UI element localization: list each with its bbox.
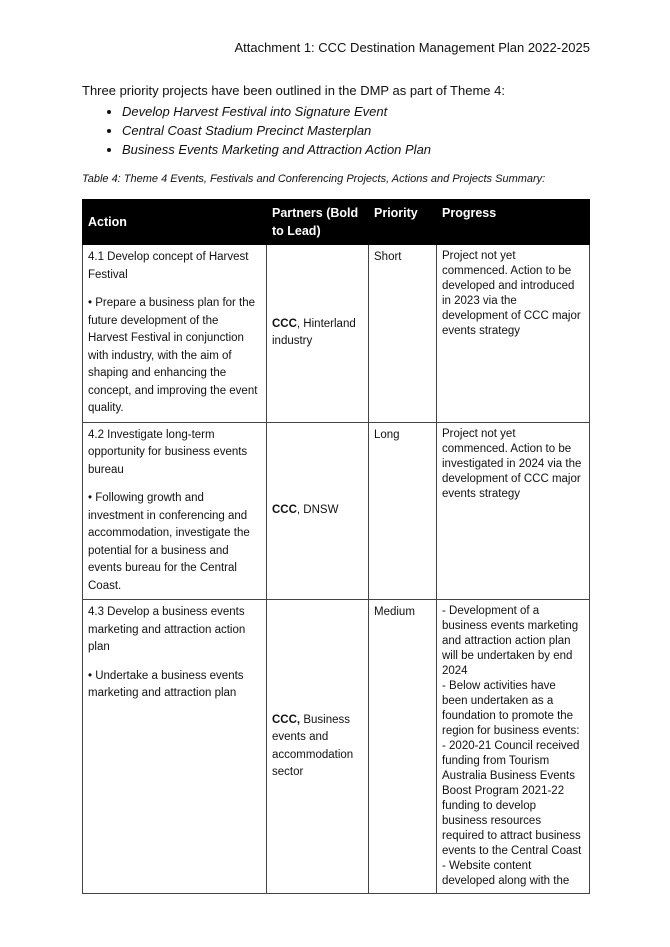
page-header: Attachment 1: CCC Destination Management Plan 2022-2025 — [234, 40, 590, 55]
action-title: 4.2 Investigate long-term opportunity for business events bureau — [88, 428, 248, 476]
projects-table — [82, 199, 590, 894]
progress-cell — [437, 245, 590, 423]
table-header-row — [83, 200, 590, 245]
action-cell — [83, 245, 267, 423]
action-cell — [83, 600, 267, 894]
priority-projects-list — [82, 102, 602, 159]
progress-cell — [437, 600, 590, 894]
partners-cell — [267, 245, 369, 423]
other-partners: Business events and accommodation sector — [272, 713, 354, 778]
partners-cell — [267, 422, 369, 600]
other-partners: , Hinterland industry — [272, 317, 356, 348]
action-detail: • Following growth and investment in conferencing and accommodation, investigate the potential for a business and events bureau for the Central Coast. — [88, 492, 250, 592]
lead-partner: CCC — [272, 317, 297, 330]
other-partners: , DNSW — [296, 504, 339, 516]
intro-text: Three priority projects have been outlined in the DMP as part of Theme 4: — [82, 83, 505, 98]
action-title: 4.1 Develop concept of Harvest Festival — [88, 251, 249, 281]
progress-cell — [437, 422, 590, 600]
action-title: 4.3 Develop a business events marketing and attraction action plan — [88, 606, 246, 653]
progress-text: Project not yet commenced. Action to be developed and introduced in 2023 via the development of CCC major events strategy — [442, 250, 581, 337]
list-item: • Central Coast Stadium Precinct Masterplan — [122, 121, 602, 140]
column-header-progress: Progress — [437, 200, 590, 245]
action-cell — [83, 422, 267, 600]
lead-partner: CCC, — [272, 713, 301, 726]
list-item: • Business Events Marketing and Attraction Action Plan — [122, 140, 602, 159]
priority-cell: Long — [369, 422, 437, 600]
action-detail: • Prepare a business plan for the future development of the Harvest Festival in conjunction with industry, with the aim of shaping and enhancing the concept, and improving the event quality. — [88, 297, 258, 414]
column-header-partners: Partners (Bold to Lead) — [267, 200, 369, 245]
action-detail: • Undertake a business events marketing and attraction plan — [88, 669, 244, 699]
column-header-priority: Priority — [369, 200, 437, 245]
partners-cell — [267, 600, 369, 894]
progress-text: - Below activities have been undertaken as a foundation to promote the region for business events: — [442, 680, 580, 737]
table-row — [83, 422, 590, 600]
intro-section — [82, 82, 602, 159]
priority-cell: Short — [369, 245, 437, 423]
column-header-action: Action — [83, 200, 267, 245]
progress-text: - Website content developed along with the — [442, 860, 570, 887]
progress-text: - 2020-21 Council received funding from Tourism Australia Business Events Boost Program 2021-22 funding to develop business resources required to attract business events to the Central Coast — [442, 740, 582, 857]
progress-text: - Development of a business events marketing and attraction action plan will be undertaken by end 2024 — [442, 605, 579, 677]
table-row — [83, 245, 590, 423]
priority-cell: Medium — [369, 600, 437, 894]
table-row — [83, 600, 590, 894]
progress-text: Project not yet commenced. Action to be investigated in 2024 via the development of CCC major events strategy — [442, 427, 582, 500]
table-caption: Table 4: Theme 4 Events, Festivals and Conferencing Projects, Actions and Projects Summary: — [82, 173, 546, 185]
lead-partner: CCC — [272, 504, 297, 516]
list-item: • Develop Harvest Festival into Signature Event — [122, 102, 602, 121]
